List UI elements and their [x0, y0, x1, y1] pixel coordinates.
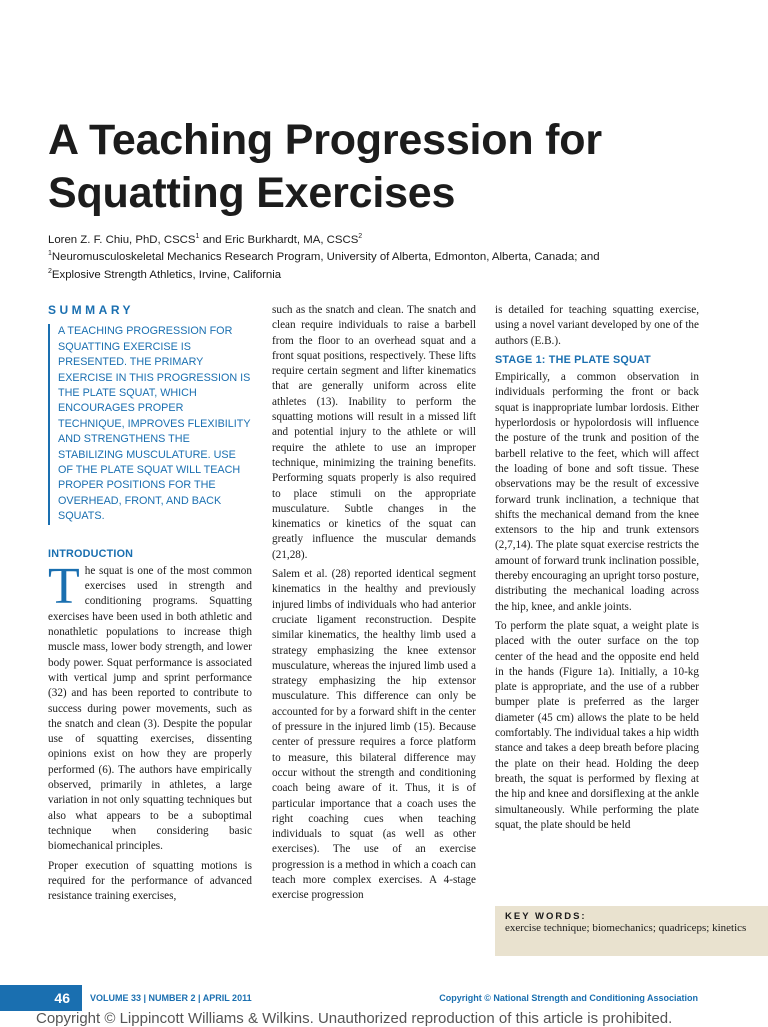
- affiliation-1-mark: 1: [48, 250, 52, 258]
- author-2: and Eric Burkhardt, MA, CSCS: [199, 233, 359, 246]
- volume-info: VOLUME 33 | NUMBER 2 | APRIL 2011: [90, 993, 252, 1003]
- bottom-copyright-notice: Copyright © Lippincott Williams & Wilkins. Unauthorized reproduction of this article is prohibited.: [36, 1010, 673, 1027]
- column-3-paragraph-1: is detailed for teaching squatting exercise, using a novel variant developed by one of the authors (E.B.).: [495, 304, 699, 347]
- summary-heading: SUMMARY: [48, 303, 135, 317]
- author-2-affil-mark: 2: [358, 233, 363, 240]
- author-names: [48, 230, 738, 247]
- column-2: [272, 303, 476, 908]
- introduction-paragraph-2: Proper execution of squatting motions is required for the performance of advanced resistance training exercises,: [48, 859, 252, 903]
- summary-text: A TEACHING PROGRESSION FOR SQUATTING EXERCISE IS PRESENTED. THE PRIMARY EXERCISE IN THIS PROGRESSION IS THE PLATE SQUAT, WHICH ENCOURAGES PROPER TECHNIQUE, IMPROVES FLEXIBILITY AND STRENGTHENS THE STABILIZING MUSCULATURE. USE OF THE PLATE SQUAT WILL TEACH PROPER POSITIONS FOR THE OVERHEAD, FRONT, AND BACK SQUATS.: [48, 324, 252, 524]
- affiliation-2: [48, 265, 738, 282]
- column-2-paragraph-1: such as the snatch and clean. The snatch and clean require individuals to raise a barbell from the floor to an overhead squat and a front squat positions, respectively. These lifts require certain segment and lifter kinematics that are generally uniform across elite athletes (13). Inability to perform the squatting motions will result in a missed lift and potential injury to the athlete or will require the athlete to use an improper technique, minimizing the training benefits. Performing squats properly is also required to place stimuli on the appropriate musculature. Subtle changes in the kinematics or kinetics of the squat can greatly influence the muscular demands (21,28).: [272, 304, 476, 561]
- drop-cap: T: [48, 557, 80, 615]
- author-1: Loren Z. F. Chiu, PhD, CSCS: [48, 233, 196, 246]
- column-3-paragraph-2: Empirically, a common observation in individuals performing the front or back squat is inappropriate lumbar lordosis. Either hyperlordosis or hypolordosis will influence the posture of the trunk and position of the barbell relative to the feet, which will affect the loading of bone and soft tissue. These observations may be the result of excessive forward trunk inclination, a technique that shifts the mechanical demand from the knee extensors to the hip and trunk extensors (2,7,14). The plate squat exercise restricts the amount of forward trunk inclination possible, thereby encouraging an upright torso posture, distributing the mechanical loading across the hip, knee, and ankle joints.: [495, 371, 699, 613]
- author-1-affil-mark: 1: [195, 233, 200, 240]
- introduction-paragraph-1: [48, 557, 252, 855]
- column-3: [495, 303, 699, 837]
- stage-1-heading: STAGE 1: THE PLATE SQUAT: [495, 353, 651, 366]
- keywords-text: exercise technique; biomechanics; quadriceps; kinetics: [505, 922, 747, 934]
- column-1: [48, 303, 252, 908]
- affiliation-1-text: Neuromusculoskeletal Mechanics Research Program, University of Alberta, Edmonton, Alberta, Canada; and: [51, 251, 600, 264]
- introduction-heading: INTRODUCTION: [48, 547, 134, 560]
- keywords-box: [495, 906, 768, 956]
- column-2-paragraph-2: Salem et al. (28) reported identical segment kinematics in the healthy and previously injured limbs of individuals who had anterior cruciate ligament reconstruction. Despite similar kinematics, the healthy limb used a strategy emphasizing the knee extensor musculature, whereas the injured limb used a strategy emphasizing the hip extensor musculature. This difference can only be accounted for by a forward shift in the center of pressure in the injured limb (15). Because center of pressure requires a force platform to measure, this bilateral difference may occur without the strength and conditioning coach being aware of it. Thus, it is of particular importance that a coach uses the right coaching cues when teaching individuals to squat (as well as other exercises). The use of an exercise progression is a method in which a coach can teach more complex exercises. A 4-stage exercise progression: [272, 568, 476, 902]
- column-3-paragraph-3: To perform the plate squat, a weight plate is placed with the outer surface on the top center of the head and the opposite end held in the hands (Figure 1a). Initially, a 10-kg plate is appropriate, and the use of a rubber bumper plate is preferred as the larger diameter (45 cm) allows the plate to be held comfortably. The individual takes a hip width stance and takes a deep breath before placing the plate on their head. Holding the deep breath, the squat is performed by flexing at the hip and knee and dorsiflexing at the ankle simultaneously. While performing the plate squat, the plate should be held: [495, 619, 699, 831]
- affiliation-2-mark: 2: [48, 267, 52, 275]
- article-title: A Teaching Progression for Squatting Exercises: [48, 116, 602, 217]
- introduction-paragraph-1-text: he squat is one of the most common exercises used in strength and conditioning programs. Squatting exercises have been used in both athletic and nonathletic populations to increase thigh muscle mass, lower body strength, and lower body power. Squat performance is associated with vertical jump and sprint performance (32) and has been reported to contribute to success during power movements, such as the snatch and clean (3). Despite the popular use of squatting exercises, dissenting opinions exist on how they are properly performed (6). The authors have empirically observed, primarily in athletes, a large variation in not only squatting techniques but also what appears to be a suboptimal technique when considering basic biomechanical principles.: [48, 564, 252, 853]
- affiliation-1: [48, 247, 738, 264]
- keywords-heading: KEY WORDS:: [505, 911, 587, 922]
- author-block: [48, 230, 738, 282]
- page-number: 46: [0, 985, 82, 1011]
- affiliation-2-text: Explosive Strength Athletics, Irvine, California: [51, 268, 282, 281]
- footer-copyright: Copyright © National Strength and Conditioning Association: [439, 993, 698, 1003]
